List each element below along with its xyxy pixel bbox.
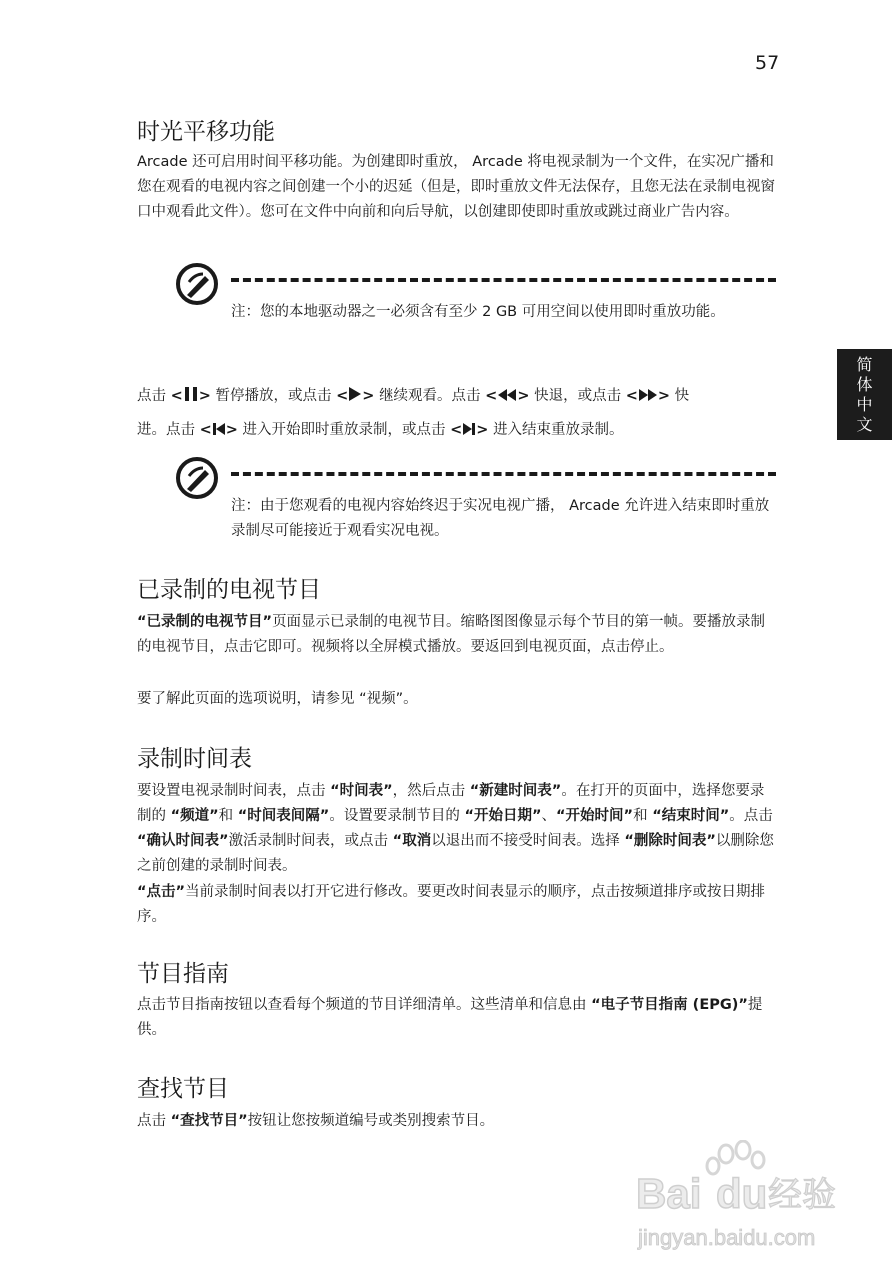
playback-controls-paragraph	[137, 379, 787, 447]
schedule-text: 。设置要录制节目的	[329, 808, 465, 824]
guide-text: 提供。	[137, 997, 763, 1038]
find-paragraph	[137, 1109, 777, 1134]
section-heading-recorded: 已录制的电视节目	[137, 577, 321, 603]
page-number: 57	[755, 52, 780, 74]
schedule-text: 以退出而不接受时间表。选择	[431, 833, 625, 849]
guide-text: 点击节目指南按钮以查看每个频道的节目详细清单。这些清单和信息由	[137, 997, 592, 1013]
note-divider	[231, 472, 776, 476]
section-heading-schedule: 录制时间表	[137, 746, 252, 772]
language-tab-char: 文	[856, 414, 873, 434]
watermark-brand-2: du	[716, 1170, 768, 1217]
timeshift-paragraph: Arcade 还可启用时间平移功能。为创建即时重放， Arcade 将电视录制为一个文件，在实况广播和您在观看的电视内容之间创建一个小的迟延（但是，即时重放文件无法保存，且您无法在录制电视窗口中观看此文件）。您可在文件中向前和向后导航，以创建即使即时重放或跳过商业广告内容。	[137, 154, 775, 220]
section-heading-guide: 节目指南	[137, 961, 229, 987]
find-term: “查找节目”	[170, 1113, 248, 1129]
schedule-text: 当前录制时间表以打开它进行修改。要更改时间表显示的顺序，点击按频道排序或按日期排序。	[137, 884, 766, 925]
controls-text: 进。点击	[137, 422, 195, 438]
section-heading-timeshift: 时光平移功能	[137, 119, 275, 145]
rewind-icon: < >	[485, 388, 530, 404]
note-divider	[231, 278, 776, 282]
schedule-term: “删除时间表”	[624, 833, 716, 849]
watermark-url: jingyan.baidu.com	[638, 1225, 816, 1250]
pause-icon: < >	[170, 388, 211, 404]
schedule-term: “新建时间表”	[469, 783, 562, 799]
fast-forward-icon: < >	[625, 388, 671, 404]
controls-text: 进入结束重放录制。	[493, 422, 624, 438]
play-icon: < >	[336, 388, 375, 404]
schedule-term: “频道”	[170, 808, 219, 824]
skip-start-icon: < >	[199, 422, 238, 438]
schedule-text: 、	[541, 808, 557, 824]
schedule-term: “开始时间”	[556, 808, 634, 824]
controls-text: 点击	[137, 388, 166, 404]
controls-text: 暂停播放，或点击	[215, 388, 332, 404]
guide-term: “电子节目指南 (EPG)”	[591, 997, 748, 1013]
schedule-text: 以删除您之前创建的录制时间表。	[137, 833, 774, 874]
schedule-term: “确认时间表”	[137, 833, 229, 849]
schedule-edit-paragraph	[137, 880, 777, 930]
controls-text: 快	[674, 388, 690, 404]
controls-text: 进入开始即时重放录制，或点击	[242, 422, 446, 438]
schedule-text: 。在打开的页面中，选择您要录制的	[137, 783, 765, 824]
watermark-product: 经验	[768, 1175, 836, 1215]
find-text: 按钮让您按频道编号或类别搜索节目。	[247, 1113, 495, 1129]
language-tab-char: 体	[856, 374, 873, 394]
recorded-text: 页面显示已录制的电视节目。缩略图图像显示每个节目的第一帧。要播放录制的电视节目，点击它即可。视频将以全屏模式播放。要返回到电视页面，点击停止。	[137, 614, 766, 655]
recorded-term: “已录制的电视节目”	[137, 614, 273, 630]
language-tab	[837, 349, 892, 440]
baidu-jingyan-watermark	[600, 1140, 850, 1270]
language-tab-char: 中	[856, 394, 873, 414]
section-heading-find: 查找节目	[137, 1076, 229, 1102]
schedule-term: “时间表间隔”	[237, 808, 330, 824]
note-text: 注：您的本地驱动器之一必须含有至少 2 GB 可用空间以使用即时重放功能。	[231, 304, 725, 320]
find-text: 点击	[137, 1113, 171, 1129]
schedule-text: ，然后点击	[392, 783, 470, 799]
note-icon	[175, 262, 219, 306]
note-text: 注：由于您观看的电视内容始终迟于实况电视广播， Arcade 允许进入结束即时重放录制尽可能接近于观看实况电视。	[231, 498, 770, 539]
schedule-text: 和	[218, 808, 238, 824]
schedule-text: 和	[633, 808, 653, 824]
guide-paragraph	[137, 993, 777, 1043]
language-tab-char: 简	[856, 354, 873, 374]
skip-end-icon: < >	[450, 422, 489, 438]
schedule-term: “时间表”	[330, 783, 393, 799]
recorded-reference: 要了解此页面的选项说明，请参见 “视频”。	[137, 691, 418, 707]
schedule-term: “点击”	[137, 884, 186, 900]
controls-text: 快退，或点击	[534, 388, 622, 404]
watermark-brand: Bai	[636, 1170, 702, 1217]
schedule-text: 要设置电视录制时间表，点击	[137, 783, 331, 799]
note-icon	[175, 456, 219, 500]
schedule-text: 激活录制时间表，或点击	[228, 833, 393, 849]
controls-text: 继续观看。点击	[379, 388, 481, 404]
schedule-paragraph	[137, 779, 777, 879]
schedule-text: 。点击	[729, 808, 773, 824]
schedule-term: “结束时间”	[652, 808, 730, 824]
schedule-term: “取消	[392, 833, 432, 849]
schedule-term: “开始日期”	[464, 808, 542, 824]
recorded-paragraph	[137, 610, 777, 660]
